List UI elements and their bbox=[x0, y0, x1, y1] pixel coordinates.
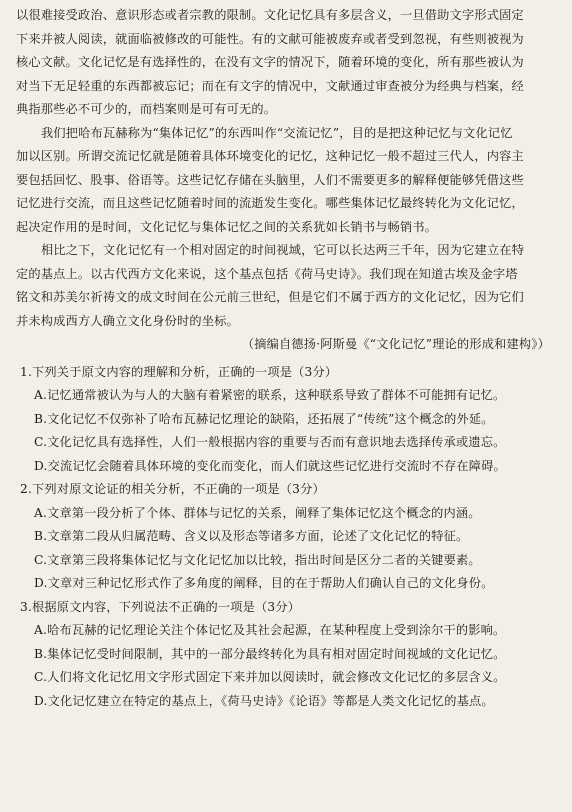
text-line: 并未构成西方人确立文化身份时的坐标。 bbox=[16, 313, 239, 328]
option-a: A.文章第一段分析了个体、群体与记忆的关系，阐释了集体记忆这个概念的内涵。 bbox=[34, 505, 481, 520]
text-line: 核心文献。文化记忆是有选择性的，在没有文字的情况下，随着环境的变化，所有那些被认为 bbox=[16, 55, 524, 69]
text-line: 以很难接受政治、意识形态或者宗教的限制。文化记忆具有多层含义，一旦借助文字形式固定 bbox=[16, 8, 524, 22]
paragraph-3 bbox=[16, 239, 558, 333]
option-d: D.文化记忆建立在特定的基点上，《荷马史诗》《论语》等都是人类文化记忆的基点。 bbox=[34, 693, 494, 708]
text-line: 记忆进行交流，而且这些记忆随着时间的流逝发生变化。哪些集体记忆最终转化为文化记忆， bbox=[16, 196, 524, 210]
option-b: B.文化记忆不仅弥补了哈布瓦赫记忆理论的缺陷，还拓展了“传统”这个概念的外延。 bbox=[34, 411, 494, 426]
text-line: 下来并被人阅读，就面临被修改的可能性。有的文献可能被废弃或者受到忽视，有些则被视为 bbox=[16, 31, 524, 46]
option-b: B.文章第二段从归属范畴、含义以及形态等诸多方面，论述了文化记忆的特征。 bbox=[34, 529, 469, 543]
option-a: A.哈布瓦赫的记忆理论关注个体记忆及其社会起源，在某种程度上受到涂尔干的影响。 bbox=[34, 623, 506, 637]
option-a: A.记忆通常被认为与人的大脑有着紧密的联系，这种联系导致了群体不可能拥有记忆。 bbox=[34, 388, 506, 402]
option-c: C.文章第三段将集体记忆与文化记忆加以比较，指出时间是区分二者的关键要素。 bbox=[34, 552, 481, 567]
text-line: 我们把哈布瓦赫称为“集体记忆”的东西叫作“交流记忆”，目的是把这种记忆与文化记忆 bbox=[41, 125, 513, 140]
option-d: D.文章对三种记忆形式作了多角度的阐释，目的在于帮助人们确认自己的文化身份。 bbox=[34, 576, 494, 590]
question-1 bbox=[16, 361, 558, 479]
passage bbox=[16, 4, 558, 357]
question-stem: 3.根据原文内容，下列说法不正确的一项是（3分） bbox=[20, 599, 301, 614]
passage-source: （摘编自德扬·阿斯曼《“文化记忆”理论的形成和建构》） bbox=[241, 337, 550, 351]
question-3 bbox=[16, 596, 558, 714]
text-line: 要包括回忆、股事、俗语等。这些记忆存储在头脑里，人们不需要更多的解释便能够凭借这些 bbox=[16, 172, 524, 187]
text-line: 典指那些必不可少的，而档案则是可有可无的。 bbox=[16, 102, 277, 116]
option-c: C.人们将文化记忆用文字形式固定下来并加以阅读时，就会修改文化记忆的多层含义。 bbox=[34, 670, 506, 684]
text-line: 加以区别。所谓交流记忆就是随着具体环境变化的记忆，这种记忆一般不超过三代人，内容主 bbox=[16, 149, 524, 163]
text-line: 相比之下，文化记忆有一个相对固定的时间视域，它可以长达两三千年，因为它建立在特 bbox=[41, 243, 525, 257]
text-line: 铭文和苏美尔祈祷文的成文时间在公元前三世纪，但是它们不属于西方的文化记忆，因为它们 bbox=[16, 290, 524, 304]
paragraph-2 bbox=[16, 122, 558, 240]
option-d: D.交流记忆会随着具体环境的变化而变化，而人们就这些记忆进行交流时不存在障碍。 bbox=[34, 458, 506, 473]
question-stem: 2.下列对原文论证的相关分析，不正确的一项是（3分） bbox=[20, 482, 325, 496]
paragraph-1 bbox=[16, 4, 558, 122]
option-c: C.文化记忆具有选择性，人们一般根据内容的重要与否而有意识地去选择传承或遗忘。 bbox=[34, 435, 506, 449]
option-b: B.集体记忆受时间限制，其中的一部分最终转化为具有相对固定时间视域的文化记忆。 bbox=[34, 646, 506, 661]
text-line: 起决定作用的是时间，文化记忆与集体记忆之间的关系犹如长销书与畅销书。 bbox=[16, 219, 438, 234]
text-line: 对当下无足轻重的东西都被忘记；而在有文字的情况中，文献通过审查被分为经典与档案，经 bbox=[16, 78, 524, 93]
question-2 bbox=[16, 478, 558, 596]
text-line: 定的基点上。以古代西方文化来说，这个基点包括《荷马史诗》。我们现在知道古埃及金字塔 bbox=[16, 266, 518, 281]
question-stem: 1.下列关于原文内容的理解和分析，正确的一项是（3分） bbox=[20, 364, 338, 379]
